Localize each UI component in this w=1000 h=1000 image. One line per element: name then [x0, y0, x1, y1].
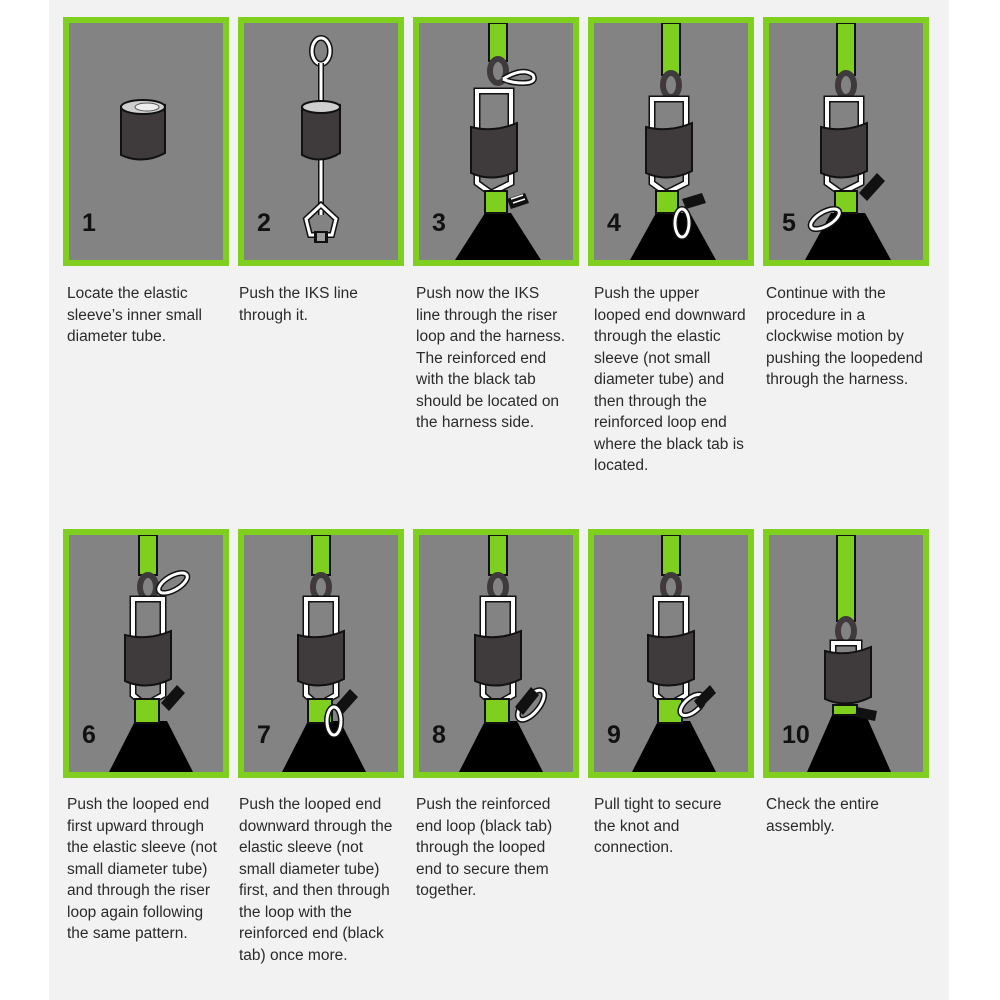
step-4-caption: Push the upper looped end downward through the elastic sleeve (not small diameter tube) and then through the reinforced loop end where the black tab is located.	[594, 285, 746, 474]
step-7-illustration	[238, 529, 404, 778]
step-5-illustration	[763, 17, 929, 266]
step-number: 8	[432, 721, 446, 749]
step-number: 4	[607, 209, 621, 237]
step-9-caption: Pull tight to secure the knot and connection.	[594, 796, 722, 856]
step-6-illustration	[63, 529, 229, 778]
step-9-illustration	[588, 529, 754, 778]
step-number: 3	[432, 209, 446, 237]
step-number: 1	[82, 209, 96, 237]
step-10-illustration	[763, 529, 929, 778]
step-3-illustration	[413, 17, 579, 266]
step-10-caption: Check the entire assembly.	[766, 796, 879, 835]
step-number: 6	[82, 721, 96, 749]
step-2-illustration	[238, 17, 404, 266]
instruction-sheet	[49, 0, 949, 1000]
step-6-caption: Push the looped end first upward through the elastic sleeve (not small diameter tube) and through the riser loop again following the same pattern.	[67, 796, 217, 942]
step-1-caption: Locate the elastic sleeve’s inner small diameter tube.	[67, 285, 202, 345]
step-3-caption: Push now the IKS line through the riser loop and the harness. The reinforced end with the black tab should be located on the harness side.	[416, 285, 566, 431]
step-number: 7	[257, 721, 271, 749]
step-number: 9	[607, 721, 621, 749]
step-1-illustration	[63, 17, 229, 266]
step-number: 5	[782, 209, 796, 237]
step-8-caption: Push the reinforced end loop (black tab) through the looped end to secure them together.	[416, 796, 553, 899]
step-4-illustration	[588, 17, 754, 266]
step-8-illustration	[413, 529, 579, 778]
step-number: 2	[257, 209, 271, 237]
step-2-caption: Push the IKS line through it.	[239, 285, 358, 324]
step-7-caption: Push the looped end downward through the elastic sleeve (not small diameter tube) first, and then through the loop with the reinforced end (black tab) once more.	[239, 796, 393, 964]
step-5-caption: Continue with the procedure in a clockwise motion by pushing the loopedend through the harness.	[766, 285, 923, 388]
step-number: 10	[782, 721, 810, 749]
